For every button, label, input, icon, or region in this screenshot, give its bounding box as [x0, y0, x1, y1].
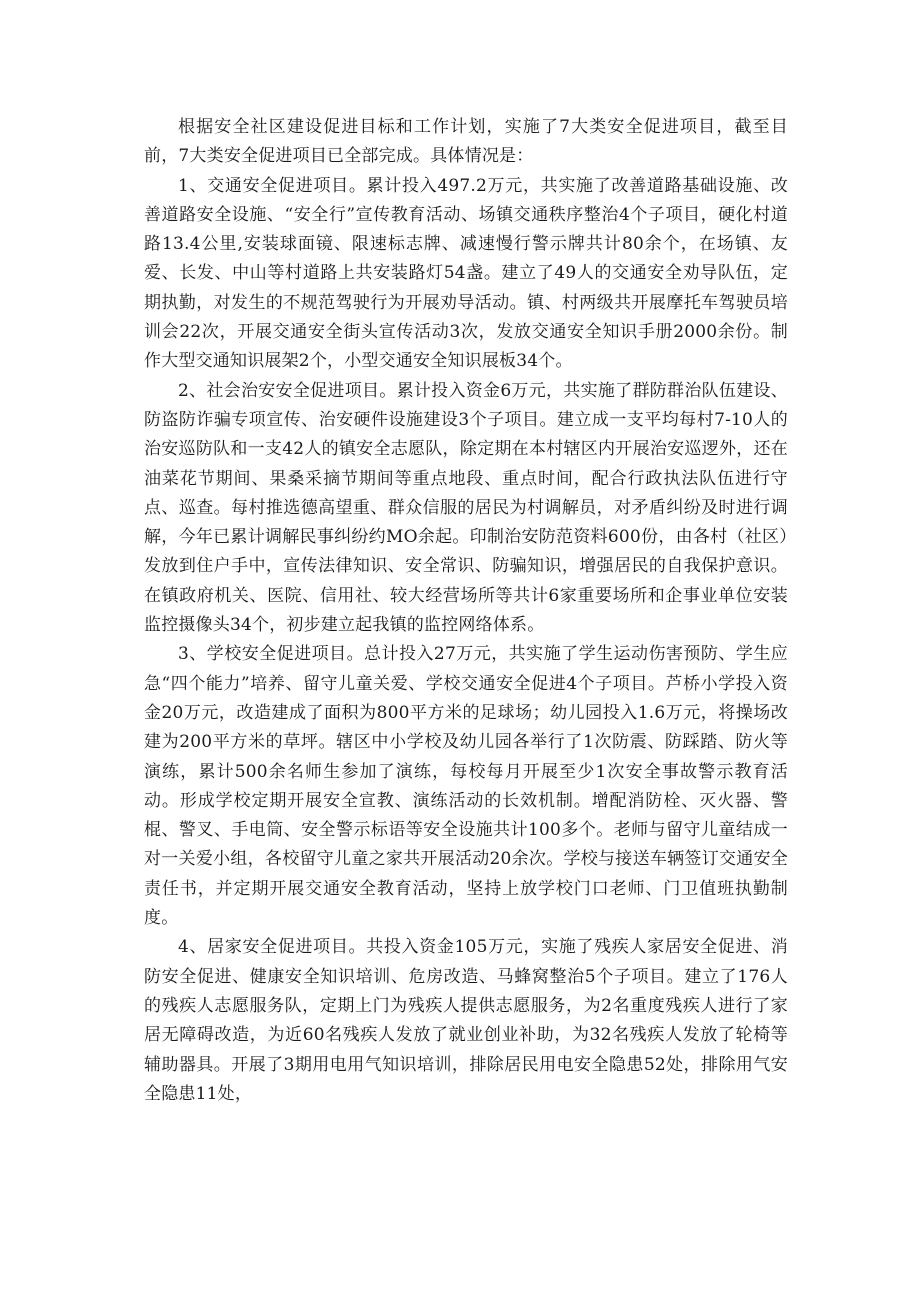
document-body	[144, 113, 788, 1109]
paragraph-traffic-safety: 1、交通安全促进项目。累计投入497.2万元，共实施了改善道路基础设施、改善道路安全设施、“安全行”宣传教育活动、场镇交通秩序整治4个子项目，硬化村道路13.4公里,安装球面镜、限速标志牌、减速慢行警示牌共计80余个，在场镇、友爱、长发、中山等村道路上共安装路灯54盏。建立了49人的交通安全劝导队伍，定期执勤，对发生的不规范驾驶行为开展劝导活动。镇、村两级共开展摩托车驾驶员培训会22次，开展交通安全街头宣传活动3次，发放交通安全知识手册2000余份。制作大型交通知识展架2个，小型交通安全知识展板34个。	[144, 175, 788, 372]
paragraph-home-safety: 4、居家安全促进项目。共投入资金105万元，实施了残疾人家居安全促进、消防安全促进、健康安全知识培训、危房改造、马蜂窝整治5个子项目。建立了176人的残疾人志愿服务队，定期上门为残疾人提供志愿服务，为2名重度残疾人进行了家居无障碍改造，为近60名残疾人发放了就业创业补助，为32名残疾人发放了轮椅等辅助器具。开展了3期用电用气知识培训，排除居民用电安全隐患52处，排除用气安全隐患11处，	[144, 937, 788, 1104]
paragraph-intro: 根据安全社区建设促进目标和工作计划，实施了7大类安全促进项目，截至目前，7大类安全促进项目已全部完成。具体情况是：	[144, 117, 788, 167]
paragraph-school-safety: 3、学校安全促进项目。总计投入27万元，共实施了学生运动伤害预防、学生应急“四个能力”培养、留守儿童关爱、学校交通安全促进4个子项目。芦桥小学投入资金20万元，改造建成了面积为800平方米的足球场；幼儿园投入1.6万元，将操场改建为200平方米的草坪。辖区中小学校及幼儿园各举行了1次防震、防踩踏、防火等演练，累计500余名师生参加了演练，每校每月开展至少1次安全事故警示教育活动。形成学校定期开展安全宣教、演练活动的长效机制。增配消防栓、灭火器、警棍、警叉、手电筒、安全警示标语等安全设施共计100多个。老师与留守儿童结成一对一关爱小组，各校留守儿童之家共开展活动20余次。学校与接送车辆签订交通安全责任书，并定期开展交通安全教育活动，坚持上放学校门口老师、门卫值班执勤制度。	[144, 644, 788, 929]
paragraph-public-security: 2、社会治安安全促进项目。累计投入资金6万元，共实施了群防群治队伍建设、防盗防诈骗专项宣传、治安硬件设施建设3个子项目。建立成一支平均每村7-10人的治安巡防队和一支42人的镇安全志愿队，除定期在本村辖区内开展治安巡逻外，还在油菜花节期间、果桑采摘节期间等重点地段、重点时间，配合行政执法队伍进行守点、巡查。每村推选德高望重、群众信服的居民为村调解员，对矛盾纠纷及时进行调解，今年已累计调解民事纠纷约MO余起。印制治安防范资料600份，由各村（社区）发放到住户手中，宣传法律知识、安全常识、防骗知识，增强居民的自我保护意识。在镇政府机关、医院、信用社、较大经营场所等共计6家重要场所和企事业单位安装监控摄像头34个，初步建立起我镇的监控网络体系。	[144, 380, 788, 636]
